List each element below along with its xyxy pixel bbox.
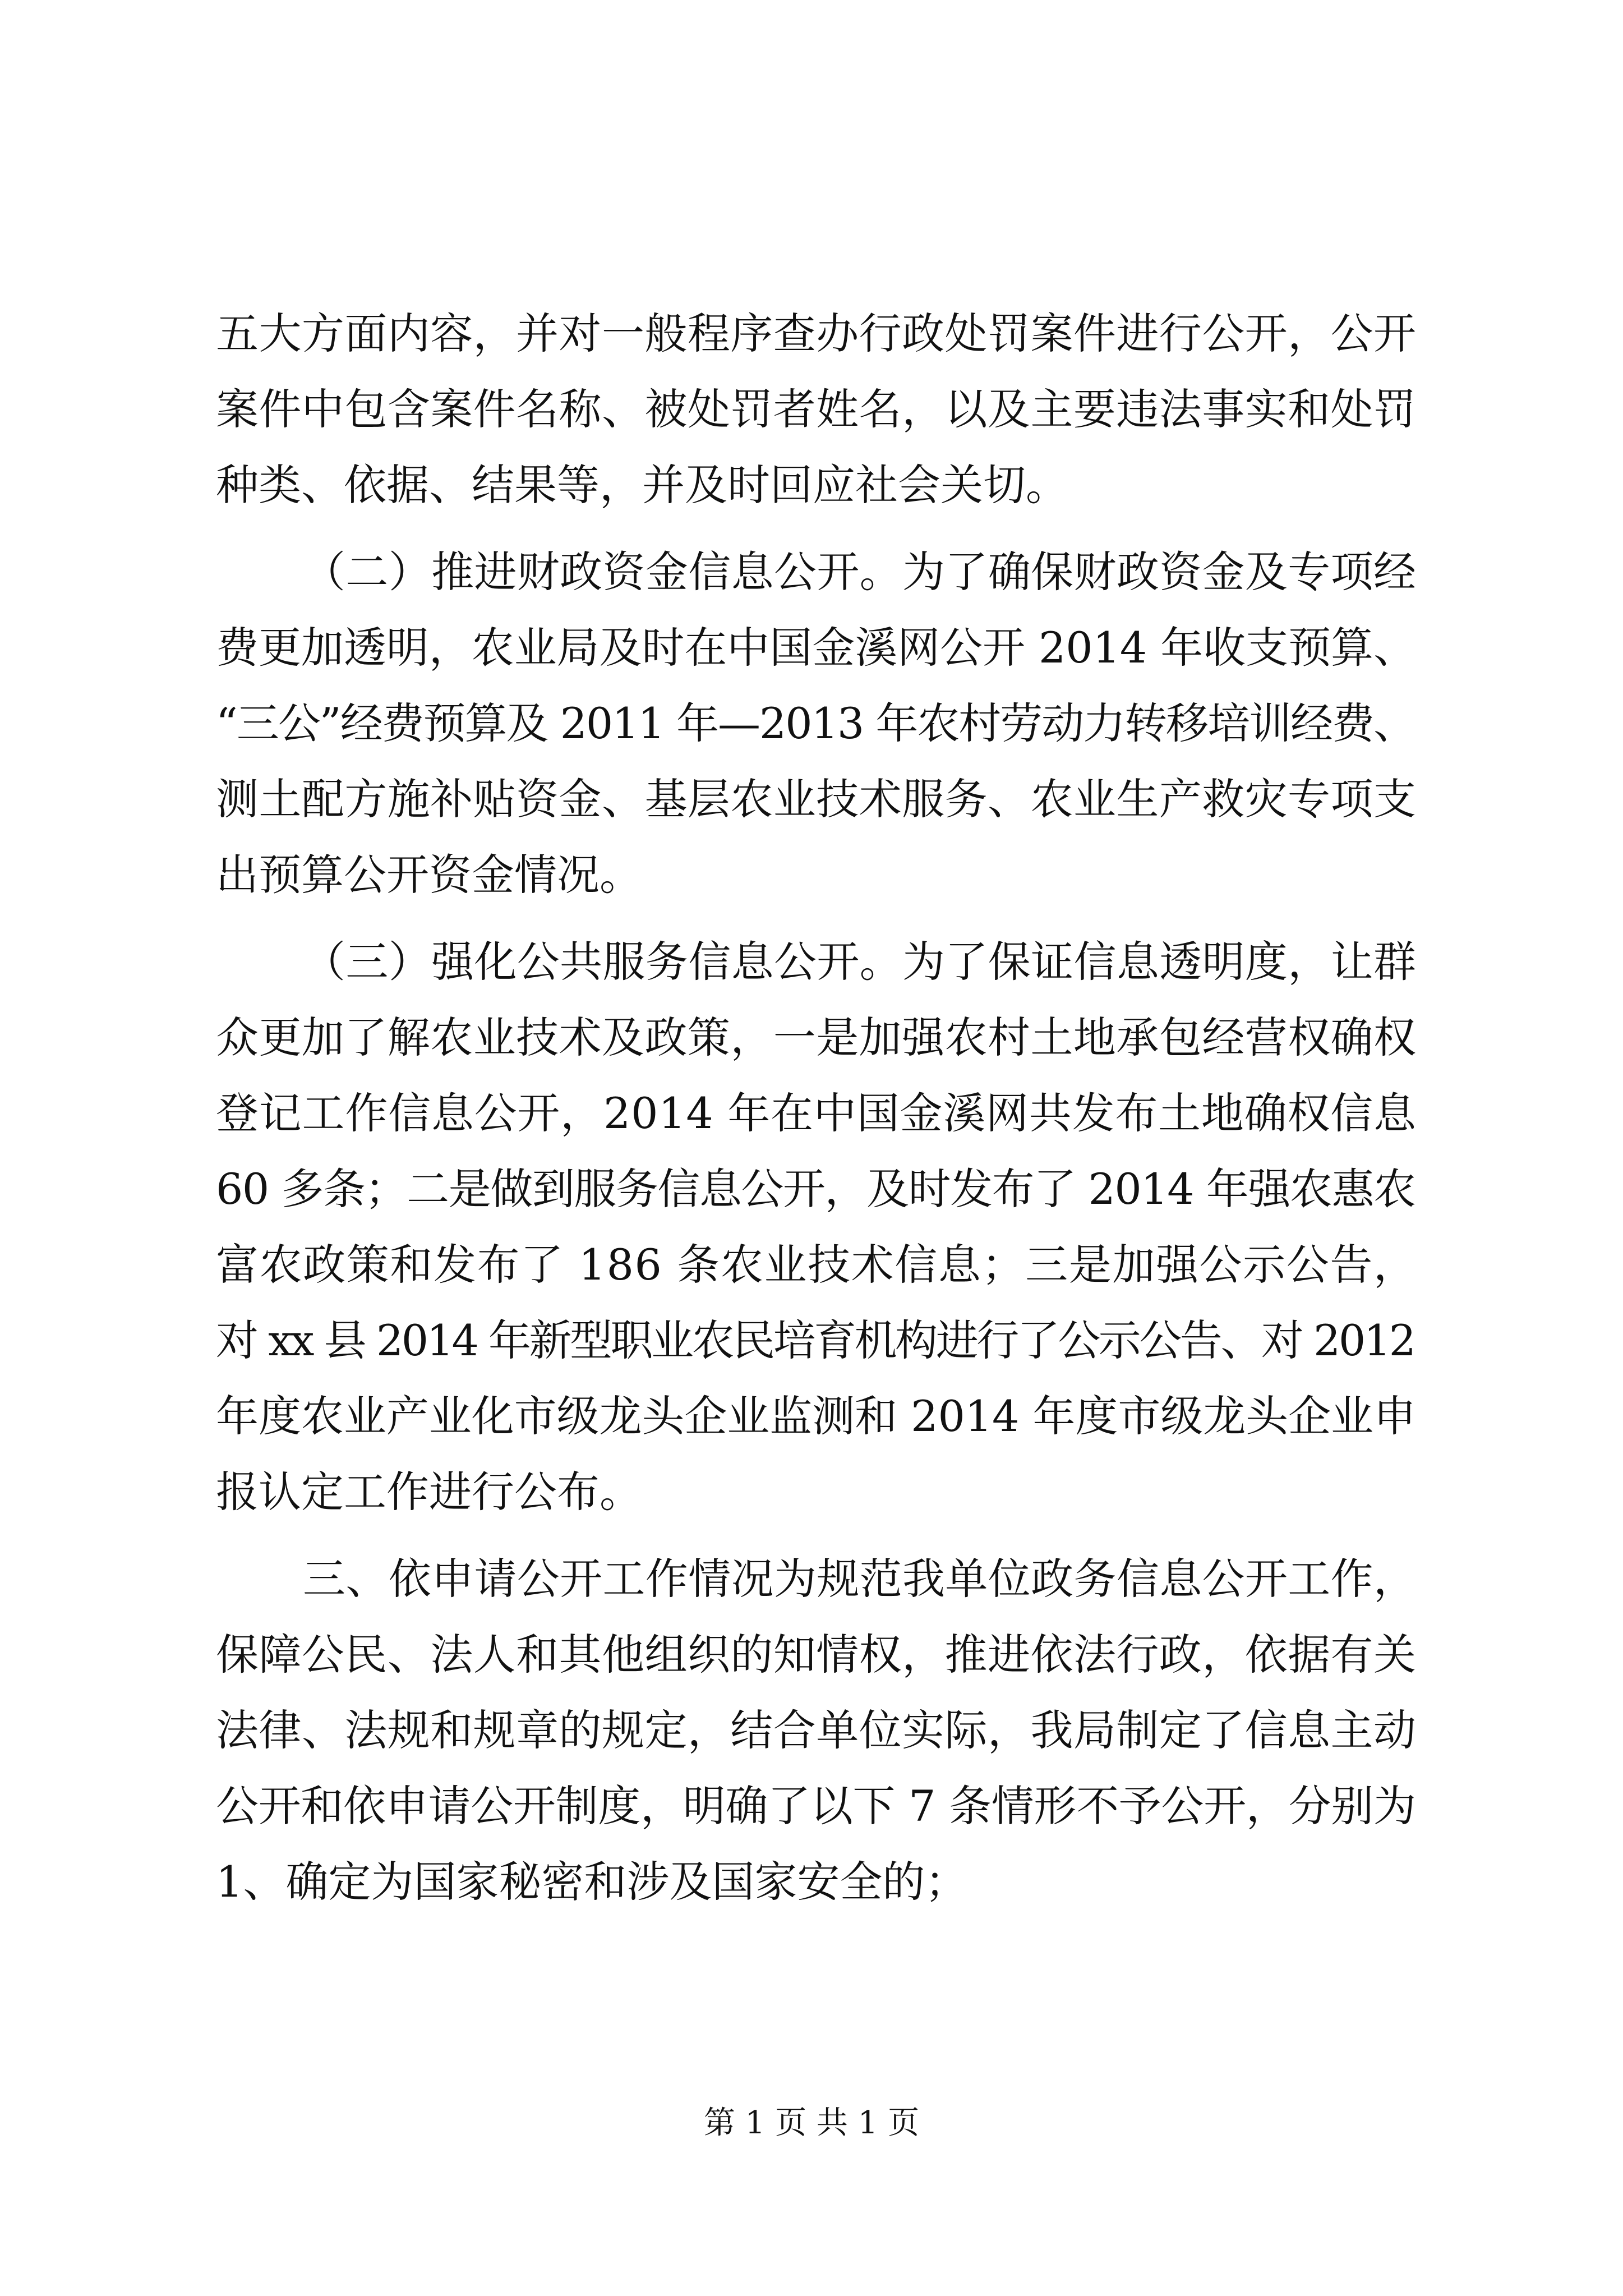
paragraph-start: （二）推进财政资金信息公开。为了确保财政资金及专项经 xyxy=(303,547,1417,597)
page-number-footer: 第 1 页 共 1 页 xyxy=(703,2105,920,2141)
text-line: 法律、法规和规章的规定，结合单位实际，我局制定了信息主动 xyxy=(216,1705,1417,1755)
text-line: 对 xx 县 2014 年新型职业农民培育机构进行了公示公告、对 2012 xyxy=(216,1315,1414,1365)
text-line: 案件中包含案件名称、被处罚者姓名，以及主要违法事实和处罚 xyxy=(216,384,1417,434)
paragraph-start: （三）强化公共服务信息公开。为了保证信息透明度，让群 xyxy=(303,937,1417,987)
text-line: “三公”经费预算及 2011 年—2013 年农村劳动力转移培训经费、 xyxy=(216,698,1415,748)
text-line: 富农政策和发布了 186 条农业技术信息；三是加强公示公告， xyxy=(216,1240,1417,1290)
text-line: 保障公民、法人和其他组织的知情权，推进依法行政，依据有关 xyxy=(216,1630,1417,1680)
text-line: 种类、依据、结果等，并及时回应社会关切。 xyxy=(216,460,1068,510)
text-line: 年度农业产业化市级龙头企业监测和 2014 年度市级龙头企业申 xyxy=(216,1391,1416,1441)
text-line: 公开和依申请公开制度，明确了以下 7 条情形不予公开，分别为 xyxy=(216,1781,1416,1831)
text-line: 登记工作信息公开，2014 年在中国金溪网共发布土地确权信息 xyxy=(216,1088,1417,1138)
text-line: 众更加了解农业技术及政策，一是加强农村土地承包经营权确权 xyxy=(216,1013,1417,1062)
paragraph-start: 三、依申请公开工作情况为规范我单位政务信息公开工作， xyxy=(303,1554,1417,1604)
text-line: 测土配方施补贴资金、基层农业技术服务、农业生产救灾专项支 xyxy=(216,774,1417,824)
text-line: 费更加透明，农业局及时在中国金溪网公开 2014 年收支预算、 xyxy=(216,623,1416,673)
text-line: 出预算公开资金情况。 xyxy=(216,850,642,900)
text-line: 报认定工作进行公布。 xyxy=(216,1467,642,1517)
text-line: 60 多条；二是做到服务信息公开，及时发布了 2014 年强农惠农 xyxy=(216,1164,1415,1214)
text-line: 五大方面内容，并对一般程序查办行政处罚案件进行公开，公开 xyxy=(216,309,1417,358)
text-line: 1、确定为国家秘密和涉及国家安全的； xyxy=(216,1857,968,1907)
